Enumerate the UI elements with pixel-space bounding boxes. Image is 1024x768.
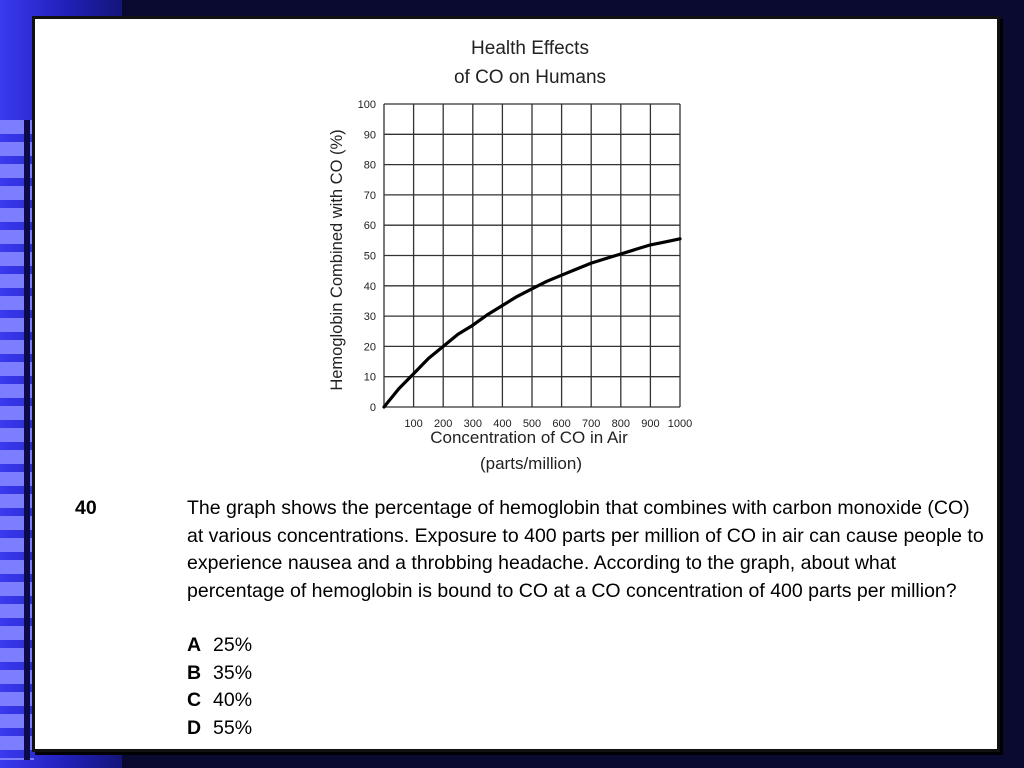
- x-tick-label: 700: [582, 418, 601, 430]
- choice-text: 25%: [213, 634, 253, 656]
- y-axis-label: Hemoglobin Combined with CO (%): [328, 129, 346, 391]
- y-tick-label: 70: [363, 189, 376, 202]
- y-tick-label: 30: [363, 311, 376, 324]
- y-tick-label: 100: [357, 99, 376, 111]
- x-tick-label: 600: [552, 418, 571, 430]
- y-tick-label: 80: [363, 159, 376, 172]
- choice-letter: C: [187, 689, 202, 711]
- y-tick-label: 60: [363, 220, 376, 233]
- x-axis-label: Concentration of CO in Air: [430, 428, 628, 447]
- x-tick-label: 500: [522, 418, 542, 430]
- y-tick-label: 40: [363, 280, 376, 293]
- x-axis-unit: (parts/million): [479, 454, 583, 473]
- answer-choice-b[interactable]: [187, 660, 252, 688]
- chart-title: Health Effects: [471, 38, 589, 59]
- choice-text: 55%: [213, 716, 253, 739]
- question-number: 40: [75, 497, 97, 519]
- y-tick-label: 90: [363, 129, 376, 142]
- x-tick-label: 100: [404, 418, 423, 430]
- answer-choice-c[interactable]: [187, 687, 252, 715]
- choice-letter: A: [187, 634, 202, 656]
- choice-letter: D: [187, 716, 202, 739]
- y-tick-label: 0: [369, 402, 376, 414]
- y-tick-label: 10: [363, 371, 376, 384]
- slide-tile-strip: [0, 120, 34, 760]
- chart: [35, 19, 997, 479]
- x-tick-label: 400: [493, 418, 512, 430]
- answer-choice-d[interactable]: [187, 715, 252, 743]
- x-tick-label: 200: [434, 418, 453, 430]
- y-tick-label: 20: [363, 341, 376, 354]
- chart-subtitle: of CO on Humans: [453, 67, 607, 88]
- x-tick-label: 800: [611, 418, 630, 430]
- answer-choices: [187, 632, 252, 742]
- choice-letter: B: [187, 661, 202, 684]
- x-tick-label: 1000: [667, 418, 693, 430]
- choice-text: 35%: [213, 661, 253, 684]
- slide-card: [32, 16, 1000, 752]
- y-tick-label: 50: [363, 250, 376, 263]
- choice-text: 40%: [213, 689, 253, 711]
- question-text: The graph shows the percentage of hemoglobin that combines with carbon monoxide (CO) at various concentrations. Exposure to 400 parts per million of CO in air can cause people to experience nausea and a throbbing headache. According to the graph, about what percentage of hemoglobin is bound to CO at a CO concentration of 400 parts per million?: [187, 497, 984, 602]
- x-tick-label: 900: [641, 418, 660, 430]
- x-tick-label: 300: [463, 418, 482, 430]
- answer-choice-a[interactable]: [187, 632, 252, 660]
